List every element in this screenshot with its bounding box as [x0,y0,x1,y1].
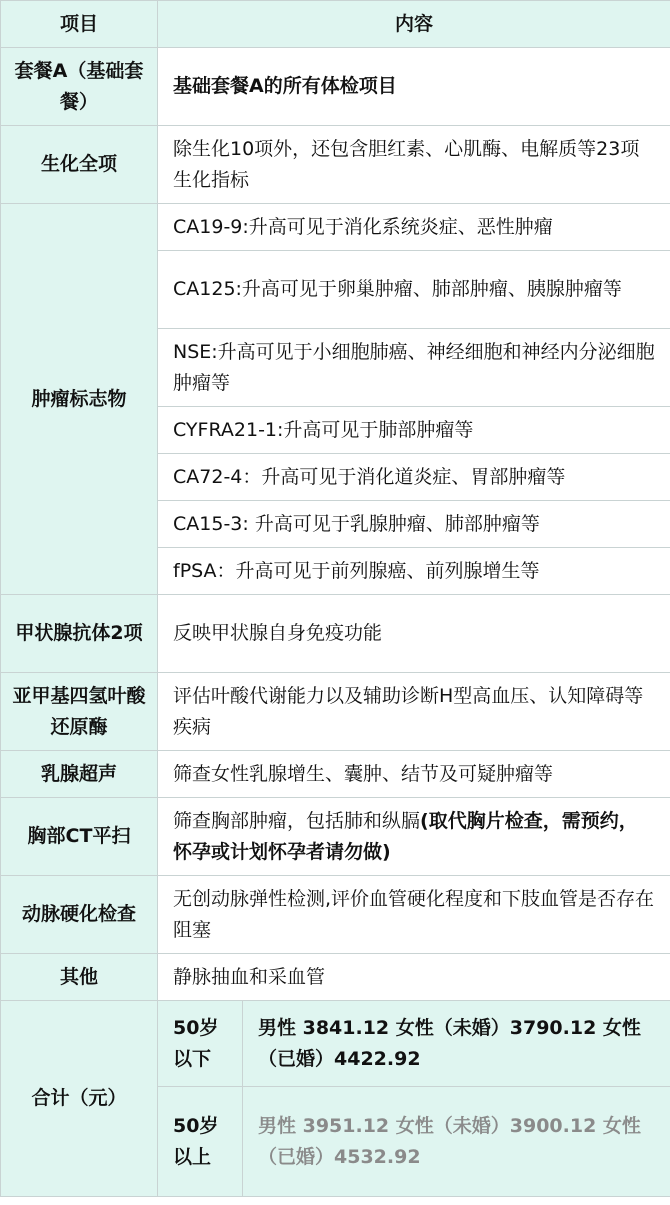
table-row [1,751,670,798]
row-label: 动脉硬化检查 [1,876,158,954]
age-over50: 50岁以上 [158,1087,243,1197]
row-content [158,798,670,876]
row-content: 筛查女性乳腺增生、囊肿、结节及可疑肿瘤等 [158,751,670,798]
table-row [1,48,670,126]
table-row [1,673,670,751]
ct-description: 筛查胸部肿瘤，包括肺和纵膈 [173,809,421,832]
header-content: 内容 [158,1,670,48]
tumor-marker-item: CYFRA21-1:升高可见于肺部肿瘤等 [158,407,670,454]
row-label: 其他 [1,954,158,1001]
ct-note: (取代胸片检查，需预约，怀孕或计划怀孕者请勿做) [173,809,638,863]
table-row [1,798,670,876]
row-content: 除生化10项外，还包含胆红素、心肌酶、电解质等23项生化指标 [158,126,670,204]
total-row-under50 [1,1001,670,1087]
price-under50: 男性 3841.12 女性（未婚）3790.12 女性（已婚）4422.92 [243,1001,670,1087]
table-row [1,595,670,673]
table-row [1,954,670,1001]
table-row [1,876,670,954]
header-item: 项目 [1,1,158,48]
tumor-marker-item: CA19-9:升高可见于消化系统炎症、恶性肿瘤 [158,204,670,251]
total-label: 合计（元） [1,1001,158,1197]
row-label: 胸部CT平扫 [1,798,158,876]
row-content: 无创动脉弹性检测,评价血管硬化程度和下肢血管是否存在阻塞 [158,876,670,954]
row-label: 肿瘤标志物 [1,204,158,595]
row-content: 静脉抽血和采血管 [158,954,670,1001]
tumor-marker-item: NSE:升高可见于小细胞肺癌、神经细胞和神经内分泌细胞肿瘤等 [158,329,670,407]
table-row [1,126,670,204]
price-over50: 男性 3951.12 女性（未婚）3900.12 女性（已婚）4532.92 [243,1087,670,1197]
row-label: 亚甲基四氢叶酸还原酶 [1,673,158,751]
tumor-marker-item: CA72-4：升高可见于消化道炎症、胃部肿瘤等 [158,454,670,501]
age-under50: 50岁以下 [158,1001,243,1087]
row-content: 反映甲状腺自身免疫功能 [158,595,670,673]
tumor-marker-item: CA125:升高可见于卵巢肿瘤、肺部肿瘤、胰腺肿瘤等 [158,251,670,329]
tumor-marker-item: fPSA：升高可见于前列腺癌、前列腺增生等 [158,548,670,595]
tumor-marker-row [1,204,670,251]
row-label: 生化全项 [1,126,158,204]
header-row [1,1,670,48]
row-label: 乳腺超声 [1,751,158,798]
row-label: 套餐A（基础套餐） [1,48,158,126]
tumor-marker-item: CA15-3: 升高可见于乳腺肿瘤、肺部肿瘤等 [158,501,670,548]
row-content: 评估叶酸代谢能力以及辅助诊断H型高血压、认知障碍等疾病 [158,673,670,751]
row-content: 基础套餐A的所有体检项目 [158,48,670,126]
row-label: 甲状腺抗体2项 [1,595,158,673]
